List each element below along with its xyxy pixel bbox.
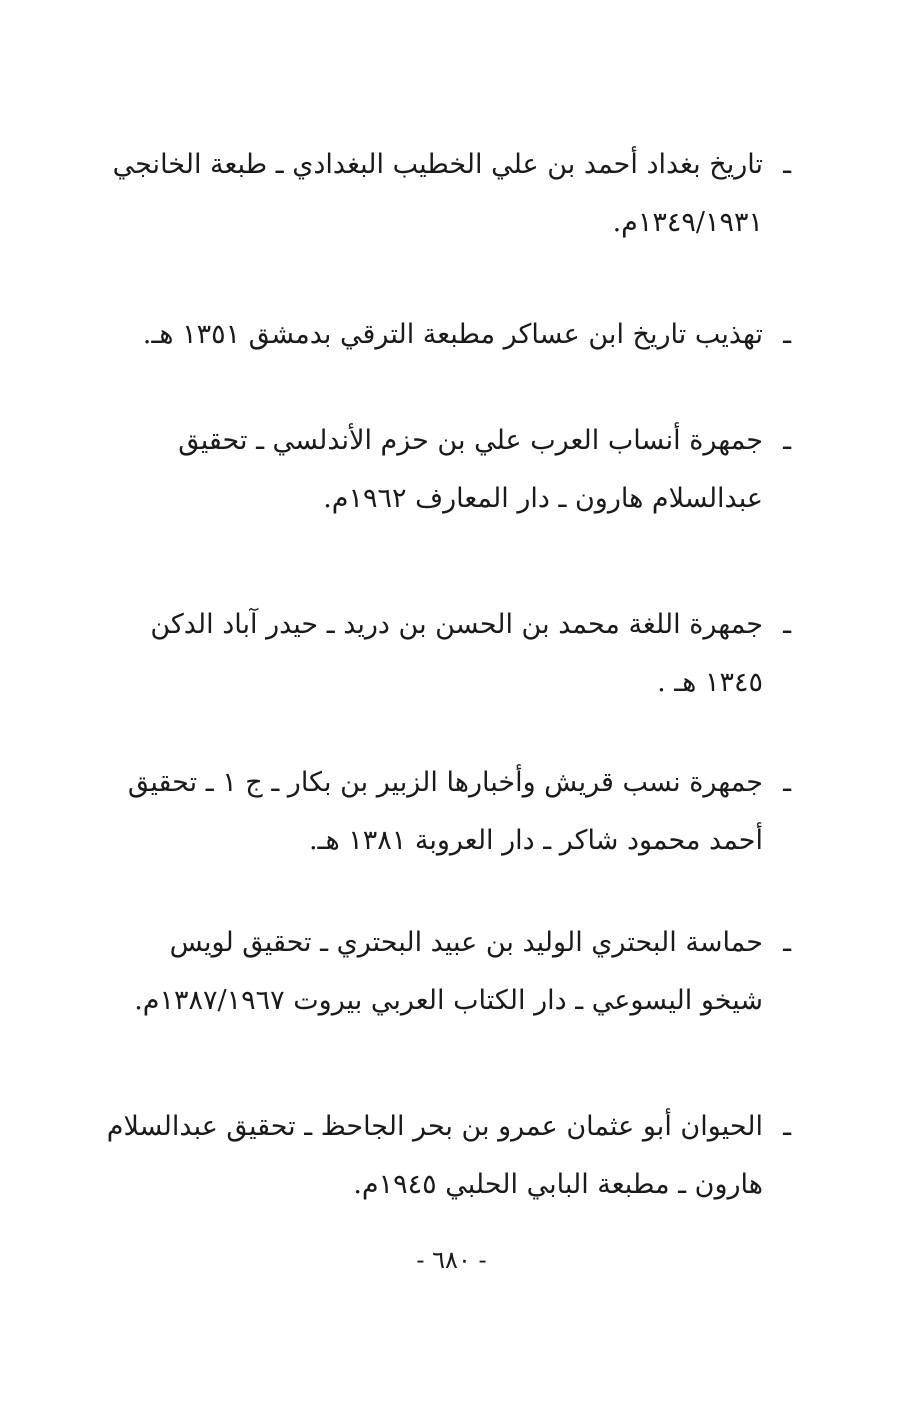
bibliography-entry xyxy=(103,136,763,252)
entry-line: ١٣٤٩/١٩٣١م. xyxy=(612,207,763,238)
entry-line: جمهرة أنساب العرب علي بن حزم الأندلسي ـ تحقيق xyxy=(178,425,763,456)
entry-line: عبدالسلام هارون ـ دار المعارف ١٩٦٢م. xyxy=(323,483,763,514)
bibliography-entry xyxy=(103,754,763,870)
bibliography-entry xyxy=(103,914,763,1030)
entry-line: جمهرة اللغة محمد بن الحسن بن دريد ـ حيدر آباد الدكن xyxy=(150,609,763,640)
bibliography-entry xyxy=(103,412,763,528)
bibliography-entry xyxy=(103,1098,763,1214)
entry-line: أحمد محمود شاكر ـ دار العروبة ١٣٨١ هـ. xyxy=(308,825,763,856)
entry-bullet: ـ xyxy=(783,609,791,640)
entry-line: شيخو اليسوعي ـ دار الكتاب العربي بيروت ١٣٨٧/١٩٦٧م. xyxy=(134,985,763,1016)
entry-line: ١٣٤٥ هـ . xyxy=(657,667,763,698)
entry-line: جمهرة نسب قريش وأخبارها الزبير بن بكار ـ ج ١ ـ تحقيق xyxy=(127,767,763,798)
page-number: - ٦٨٠ - xyxy=(416,1246,487,1274)
entry-line: تاريخ بغداد أحمد بن علي الخطيب البغدادي ـ طبعة الخانجي xyxy=(112,149,763,180)
entry-line: الحيوان أبو عثمان عمرو بن بحر الجاحظ ـ تحقيق عبدالسلام xyxy=(106,1111,763,1142)
entry-line: هارون ـ مطبعة البابي الحلبي ١٩٤٥م. xyxy=(353,1169,763,1200)
bibliography-entry xyxy=(103,596,763,712)
entry-bullet: ـ xyxy=(783,1111,791,1142)
entry-bullet: ـ xyxy=(783,927,791,958)
entry-line: تهذيب تاريخ ابن عساكر مطبعة الترقي بدمشق ١٣٥١ هـ. xyxy=(142,319,763,350)
entry-bullet: ـ xyxy=(783,149,791,180)
entry-bullet: ـ xyxy=(783,767,791,798)
entry-bullet: ـ xyxy=(783,425,791,456)
entry-bullet: ـ xyxy=(783,319,791,350)
entry-line: حماسة البحتري الوليد بن عبيد البحتري ـ تحقيق لويس xyxy=(169,927,763,958)
bibliography-entry xyxy=(103,306,763,364)
